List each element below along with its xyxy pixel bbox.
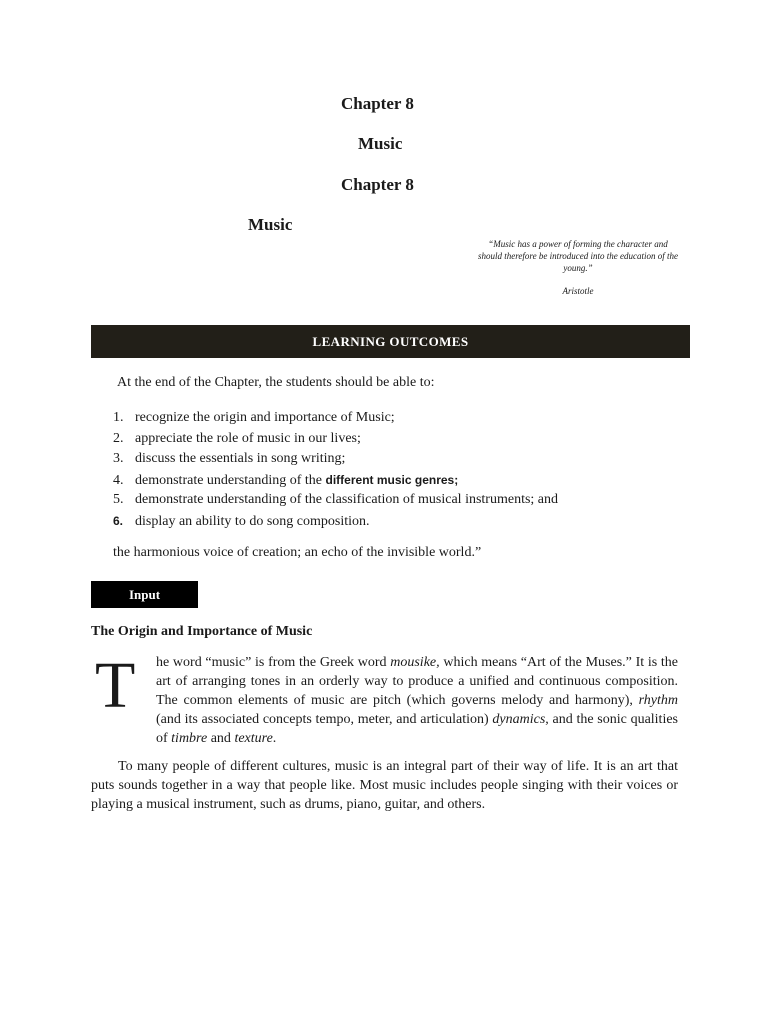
chapter-heading: Chapter 8 — [341, 94, 414, 113]
list-item-number: 2. — [113, 430, 124, 446]
list-item-text: recognize the origin and importance of Music; — [135, 410, 395, 425]
chapter-title-repeat: Music — [248, 215, 293, 234]
section-heading: The Origin and Importance of Music — [91, 624, 313, 639]
epigraph-author: Aristotle — [562, 286, 594, 296]
input-section-label — [91, 581, 198, 608]
list-item-text: demonstrate understanding of the — [135, 472, 326, 488]
list-item-bold-text: different music genres; — [325, 472, 459, 487]
list-item-text: display an ability to do song composition. — [135, 513, 370, 529]
list-item-number: 4. — [113, 472, 124, 488]
list-item — [113, 490, 693, 511]
paragraph-text: , and the sonic qualities of — [156, 712, 679, 746]
chapter-title: Music — [358, 134, 403, 153]
list-item-text: appreciate the role of music in our lives; — [135, 430, 361, 446]
paragraph-text: (and its associated concepts tempo, meter, and articulation) — [156, 712, 493, 727]
learning-outcomes-banner — [91, 325, 690, 358]
drop-cap: T — [95, 649, 136, 722]
list-item — [113, 511, 693, 532]
paragraph-origin — [156, 653, 678, 748]
list-item-number: 6. — [113, 513, 124, 528]
list-item — [113, 470, 693, 491]
term-dynamics: dynamics — [492, 712, 546, 727]
input-label-text: Input — [128, 586, 161, 602]
epigraph-quote: “Music has a power of forming the character and should therefore be introduced into the education of the young.” — [478, 239, 678, 273]
list-item — [113, 408, 693, 429]
list-item-number: 1. — [113, 410, 124, 425]
closing-quote-fragment: the harmonious voice of creation; an echo of the invisible world.” — [113, 545, 482, 560]
paragraph-text: and — [207, 731, 235, 746]
paragraph-cultures: To many people of different cultures, music is an integral part of their way of life. It is an art that puts sounds together in a way that people like. Most music includes people singing with their voices or playing a musical instrument, such as drums, piano, guitar, and others. — [91, 759, 678, 812]
list-item-number: 5. — [113, 492, 124, 507]
paragraph-text: which means “Art of the Muses.” It is the art of arranging tones in an orderly way to produce a unified and continuous composition. The common elements of music are pitch (which governs melody and harmony), — [156, 655, 679, 708]
chapter-heading-repeat: Chapter 8 — [341, 175, 414, 194]
term-rhythm: rhythm — [638, 693, 678, 708]
term-texture: texture — [234, 731, 273, 746]
list-item-text: demonstrate understanding of the classification of musical instruments; and — [135, 492, 559, 507]
paragraph-text: . — [272, 731, 277, 746]
list-item — [113, 449, 693, 470]
paragraph-text: he word “music” is from the Greek word — [156, 655, 391, 670]
outcomes-list — [113, 408, 693, 531]
list-item-number: 3. — [113, 451, 124, 466]
list-item — [113, 429, 693, 450]
term-mousike: mousike, — [390, 655, 440, 670]
term-timbre: timbre — [171, 731, 208, 746]
outcomes-intro: At the end of the Chapter, the students should be able to: — [117, 375, 435, 390]
list-item-text: discuss the essentials in song writing; — [135, 451, 346, 466]
learning-outcomes-title: LEARNING OUTCOMES — [312, 333, 469, 349]
